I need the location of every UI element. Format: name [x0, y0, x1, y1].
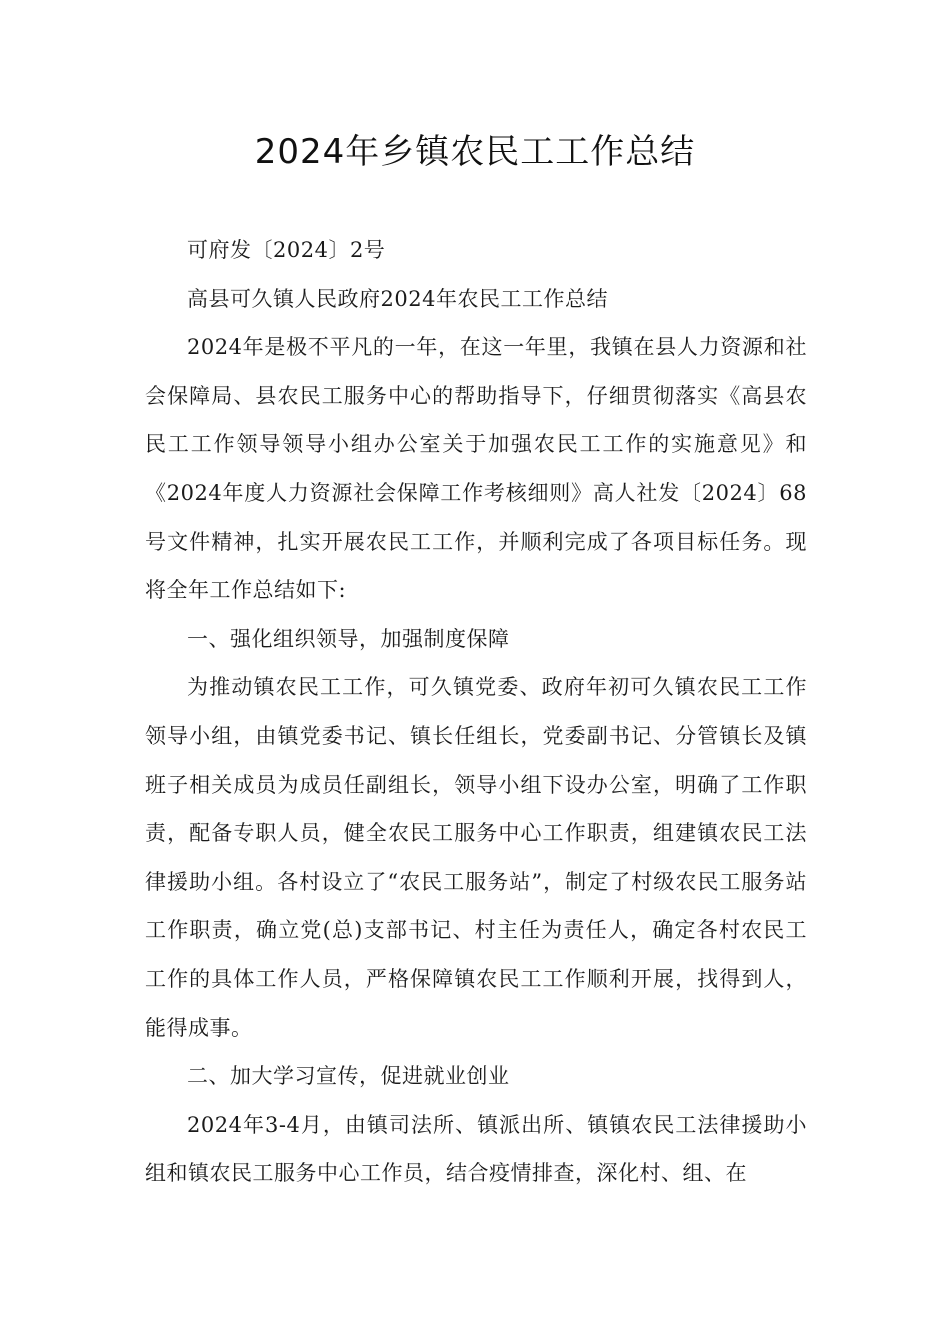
- document-title: 2024年乡镇农民工工作总结: [254, 132, 696, 172]
- paragraph-section-2: 2024年3-4月，由镇司法所、镇派出所、镇镇农民工法律援助小组和镇农民工服务中心工作员，结合疫情排查，深化村、组、在: [145, 1112, 807, 1186]
- document-subtitle: 高县可久镇人民政府2024年农民工工作总结: [187, 286, 608, 311]
- paragraph-section-1: 为推动镇农民工工作，可久镇党委、政府年初可久镇农民工工作领导小组，由镇党委书记、镇长任组长，党委副书记、分管镇长及镇班子相关成员为成员任副组长，领导小组下设办公室，明确了工作职责，配备专职人员，健全农民工服务中心工作职责，组建镇农民工法律援助小组。各村设立了“农民工服务站”，制定了村级农民工服务站工作职责，确立党(总)支部书记、村主任为责任人，确定各村农民工工作的具体工作人员，严格保障镇农民工工作顺利开展，找得到人，能得成事。: [145, 675, 807, 1040]
- section-heading-1: 一、强化组织领导，加强制度保障: [187, 626, 510, 651]
- section-heading-2: 二、加大学习宣传，促进就业创业: [187, 1064, 510, 1089]
- paragraph-intro: 2024年是极不平凡的一年，在这一年里，我镇在县人力资源和社会保障局、县农民工服务中心的帮助指导下，仔细贯彻落实《高县农民工工作领导领导小组办公室关于加强农民工工作的实施意见》和《2024年度人力资源社会保障工作考核细则》高人社发〔2024〕68号文件精神，扎实开展农民工工作，并顺利完成了各项目标任务。现将全年工作总结如下:: [145, 335, 807, 603]
- document-number: 可府发〔2024〕2号: [187, 238, 386, 262]
- document-body: [145, 226, 807, 1198]
